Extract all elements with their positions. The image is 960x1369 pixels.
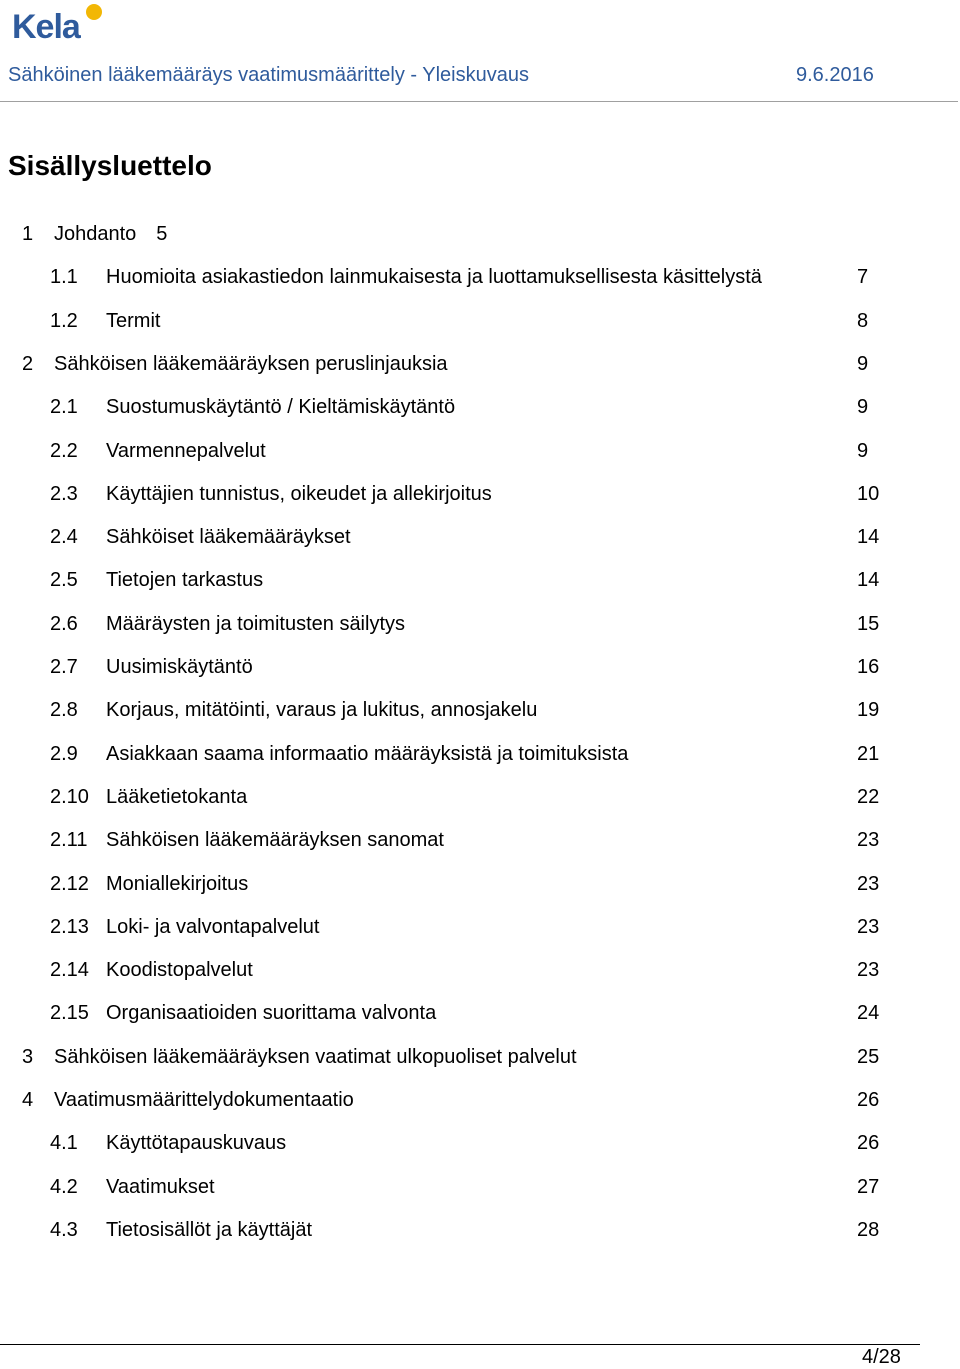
toc-entry[interactable] — [50, 912, 930, 942]
toc-entry[interactable] — [22, 349, 902, 379]
toc-entry-title: Asiakkaan saama informaatio määräyksistä ja toimituksista — [106, 742, 629, 765]
page-number: 4/28 — [862, 1346, 901, 1368]
toc-entry-title: Huomioita asiakastiedon lainmukaisesta ja luottamuksellisesta käsittelystä — [106, 266, 762, 289]
toc-entry[interactable] — [50, 306, 930, 336]
toc-entry-number: 2.1 — [50, 396, 78, 419]
toc-entry[interactable] — [50, 565, 930, 595]
toc-entry-number: 2.15 — [50, 1002, 89, 1025]
toc-entry-page: 19 — [857, 699, 880, 722]
toc-entry-number: 2 — [22, 352, 34, 375]
logo-text: Kela — [12, 8, 80, 46]
toc-entry-number: 2.3 — [50, 482, 78, 505]
toc-entry-title: Vaatimusmäärittelydokumentaatio — [54, 1089, 354, 1111]
toc-entry-title: Termit — [106, 309, 161, 332]
toc-entry-number: 3 — [22, 1045, 34, 1068]
toc-entry-page: 23 — [857, 872, 880, 895]
toc-entry-title: Organisaatioiden suorittama valvonta — [106, 1002, 437, 1025]
toc-entry-page: 23 — [857, 915, 880, 938]
document-date: 9.6.2016 — [796, 64, 874, 86]
toc-entry-page: 9 — [857, 396, 869, 419]
toc-entry-title: Sähköisen lääkemääräyksen vaatimat ulkopuoliset palvelut — [54, 1045, 577, 1068]
toc-entry[interactable] — [50, 1215, 930, 1245]
toc-entry-page: 23 — [857, 829, 880, 852]
toc-entry[interactable] — [50, 782, 930, 812]
toc-entry[interactable] — [50, 998, 930, 1028]
logo-badge-icon — [86, 4, 102, 20]
toc-entry[interactable] — [50, 392, 930, 422]
toc-entry-number: 2.8 — [50, 699, 78, 722]
toc-entry[interactable] — [22, 1042, 902, 1072]
toc-entry[interactable] — [22, 1085, 902, 1115]
toc-entry[interactable] — [50, 825, 930, 855]
toc-entry-page: 9 — [857, 439, 869, 462]
toc-entry-page: 26 — [857, 1089, 880, 1111]
toc-entry-title: Moniallekirjoitus — [106, 872, 249, 895]
toc-entry-title: Käyttäjien tunnistus, oikeudet ja allekirjoitus — [106, 482, 492, 505]
toc-entry-title: Tietosisällöt ja käyttäjät — [106, 1218, 313, 1241]
toc-entry-page: 28 — [857, 1218, 880, 1241]
toc-entry-page: 14 — [857, 569, 880, 592]
toc-entry[interactable] — [50, 869, 930, 899]
document-title: Sähköinen lääkemääräys vaatimusmäärittely - Yleiskuvaus — [8, 64, 529, 86]
toc-entry-title: Varmennepalvelut — [106, 439, 266, 462]
toc-entry-page: 5 — [156, 223, 168, 245]
toc-entry-title: Tietojen tarkastus — [106, 569, 264, 592]
toc-entry-page: 8 — [857, 309, 869, 332]
toc-entry-title: Johdanto — [54, 223, 137, 245]
toc-entry-title: Vaatimukset — [106, 1175, 215, 1198]
toc-entry-number: 1.2 — [50, 309, 78, 332]
toc-entry-page: 24 — [857, 1002, 880, 1025]
toc-entry-page: 14 — [857, 526, 880, 549]
toc-entry[interactable] — [50, 479, 930, 509]
toc-entry-title: Sähköisen lääkemääräyksen sanomat — [106, 829, 444, 852]
toc-entry-number: 4.3 — [50, 1218, 78, 1241]
toc-entry-page: 27 — [857, 1175, 880, 1198]
toc-entry-page: 15 — [857, 612, 880, 635]
toc-entry-page: 26 — [857, 1132, 880, 1155]
toc-entry-number: 4 — [22, 1089, 34, 1111]
toc-entry-number: 2.4 — [50, 526, 78, 549]
toc-entry[interactable] — [50, 739, 930, 769]
toc-entry-number: 2.6 — [50, 612, 78, 635]
toc-entry-title: Koodistopalvelut — [106, 959, 253, 982]
toc-entry-number: 2.11 — [50, 829, 88, 852]
toc-entry[interactable] — [50, 436, 930, 466]
toc-entry[interactable] — [50, 695, 930, 725]
toc-entry-number: 2.2 — [50, 439, 78, 462]
toc-entry-page: 16 — [857, 656, 880, 678]
toc-entry[interactable] — [50, 955, 930, 985]
toc-entry-number: 1.1 — [50, 266, 78, 289]
toc-entry-number: 2.7 — [50, 656, 78, 678]
kela-logo — [12, 2, 102, 46]
toc-entry-page: 9 — [857, 352, 869, 375]
toc-entry[interactable] — [50, 1172, 930, 1202]
toc-entry-number: 2.14 — [50, 959, 89, 982]
toc-entry-title: Lääketietokanta — [106, 785, 248, 808]
toc-entry-number: 1 — [22, 223, 34, 245]
toc-entry-title: Uusimiskäytäntö — [106, 656, 253, 678]
toc-entry[interactable] — [50, 262, 930, 292]
toc-entry-number: 2.5 — [50, 569, 78, 592]
toc-entry-page: 21 — [857, 742, 880, 765]
toc-entry-number: 4.2 — [50, 1175, 78, 1198]
toc-entry-title: Käyttötapauskuvaus — [106, 1132, 287, 1155]
toc-entry-title: Korjaus, mitätöinti, varaus ja lukitus, annosjakelu — [106, 699, 538, 722]
toc-entry[interactable] — [22, 219, 902, 249]
toc-entry-number: 2.12 — [50, 872, 89, 895]
toc-entry-page: 25 — [857, 1045, 880, 1068]
toc-entry[interactable] — [50, 609, 930, 639]
toc-entry-title: Suostumuskäytäntö / Kieltämiskäytäntö — [106, 396, 456, 419]
toc-entry-title: Loki- ja valvontapalvelut — [106, 915, 320, 938]
toc-entry-page: 7 — [857, 266, 869, 289]
footer-divider — [0, 1344, 920, 1345]
toc-entry-title: Sähköisen lääkemääräyksen peruslinjauksia — [54, 352, 448, 375]
toc-entry-title: Sähköiset lääkemääräykset — [106, 526, 351, 549]
toc-entry-page: 22 — [857, 785, 880, 808]
toc-entry[interactable] — [50, 652, 930, 682]
toc-entry-title: Määräysten ja toimitusten säilytys — [106, 612, 406, 635]
toc-entry-number: 2.10 — [50, 785, 89, 808]
toc-entry-number: 4.1 — [50, 1132, 78, 1155]
toc-heading: Sisällysluettelo — [8, 150, 212, 181]
toc-entry-page: 10 — [857, 482, 880, 505]
toc-entry-number: 2.9 — [50, 742, 78, 765]
toc-entry[interactable] — [50, 1128, 930, 1158]
header-divider — [0, 101, 958, 102]
toc-entry-number: 2.13 — [50, 915, 89, 938]
toc-entry[interactable] — [50, 522, 930, 552]
toc-entry-page: 23 — [857, 959, 880, 982]
